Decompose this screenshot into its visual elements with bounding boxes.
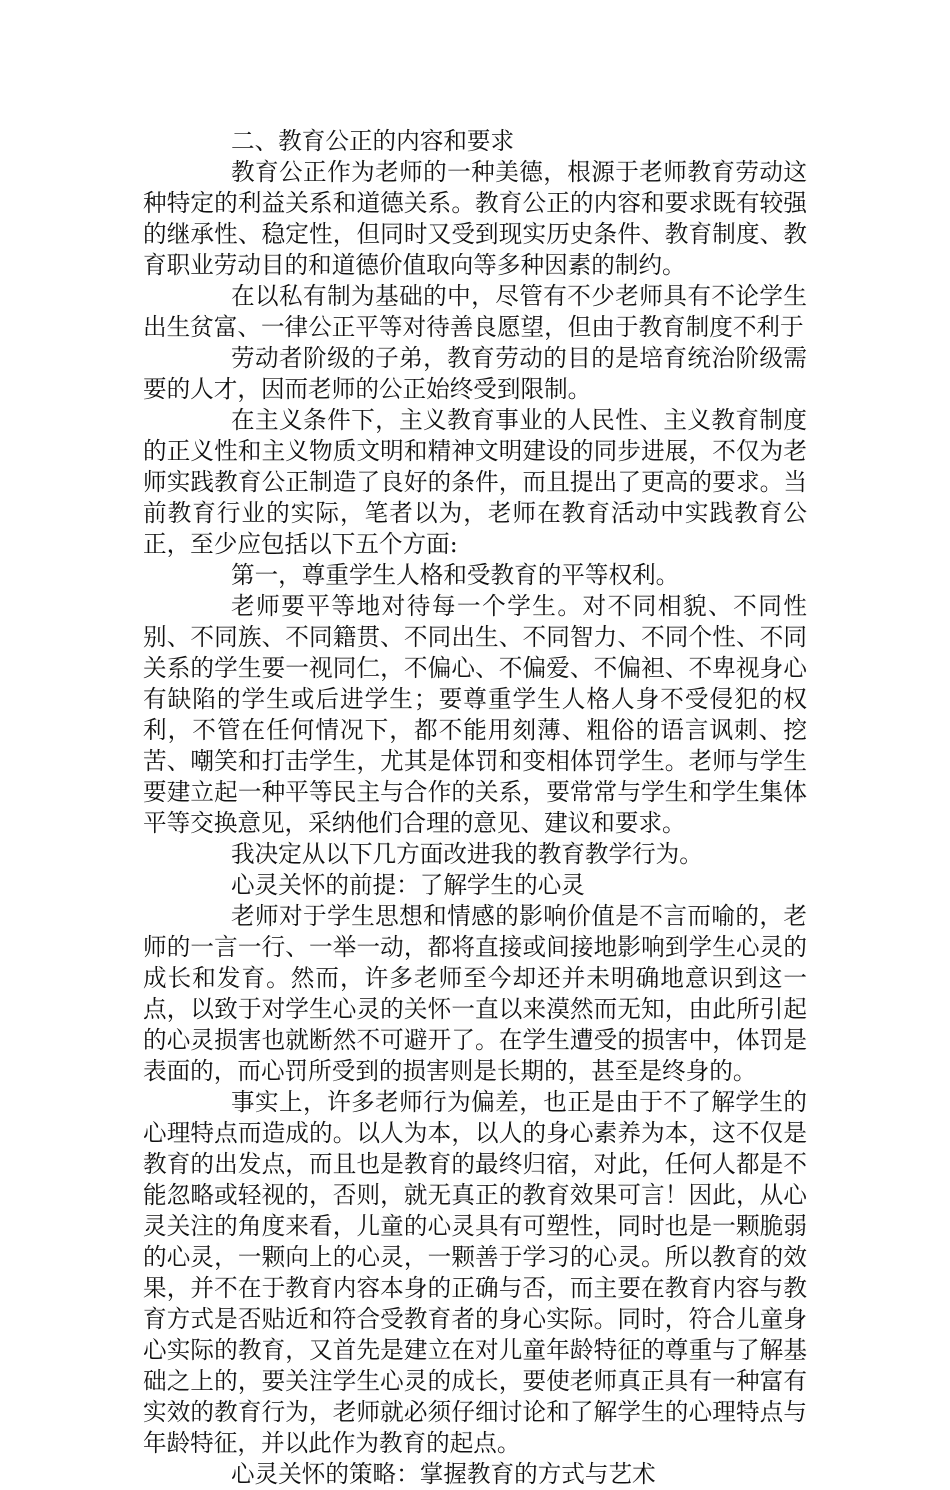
paragraph: 在主义条件下，主义教育事业的人民性、主义教育制度的正义性和主义物质文明和精神文明建设的同步进展，不仅为老师实践教育公正制造了良好的条件，而且提出了更高的要求。当前教育行业的实际，笔者以为，老师在教育活动中实践教育公正，至少应包括以下五个方面: bbox=[143, 406, 807, 558]
paragraph: 老师要平等地对待每一个学生。对不同相貌、不同性别、不同族、不同籍贯、不同出生、不同智力、不同个性、不同关系的学生要一视同仁，不偏心、不偏爱、不偏袒、不卑视身心有缺陷的学生或后进学生；要尊重学生人格人身不受侵犯的权利，不管在任何情况下，都不能用刻薄、粗俗的语言讽刺、挖苦、嘲笑和打击学生，尤其是体罚和变相体罚学生。老师与学生要建立起一种平等民主与合作的关系，要常常与学生和学生集体平等交换意见，采纳他们合理的意见、建议和要求。 bbox=[143, 592, 807, 837]
subheading: 心灵关怀的前提：了解学生的心灵 bbox=[231, 871, 585, 899]
paragraph: 事实上，许多老师行为偏差，也正是由于不了解学生的心理特点而造成的。以人为本，以人的身心素养为本，这不仅是教育的出发点，而且也是教育的最终归宿，对此，任何人都是不能忽略或轻视的，否则，就无真正的教育效果可言！因此，从心灵关注的角度来看，儿童的心灵具有可塑性，同时也是一颗脆弱的心灵，一颗向上的心灵，一颗善于学习的心灵。所以教育的效果，并不在于教育内容本身的正确与否，而主要在教育内容与教育方式是否贴近和符合受教育者的身心实际。同时，符合儿童身心实际的教育，又首先是建立在对儿童年龄特征的尊重与了解基础之上的，要关注学生心灵的成长，要使老师真正具有一种富有实效的教育行为，老师就必须仔细讨论和了解学生的心理特点与年龄特征，并以此作为教育的起点。 bbox=[143, 1088, 807, 1457]
paragraph: 在以私有制为基础的中，尽管有不少老师具有不论学生出生贫富、一律公正平等对待善良愿望，但由于教育制度不利于 bbox=[143, 282, 807, 341]
paragraph: 老师对于学生思想和情感的影响价值是不言而喻的，老师的一言一行、一举一动，都将直接或间接地影响到学生心灵的成长和发育。然而，许多老师至今却还并未明确地意识到这一点，以致于对学生心灵的关怀一直以来漠然而无知，由此所引起的心灵损害也就断然不可避开了。在学生遭受的损害中，体罚是表面的，而心罚所受到的损害则是长期的，甚至是终身的。 bbox=[143, 902, 807, 1085]
subheading: 第一，尊重学生人格和受教育的平等权利。 bbox=[231, 561, 680, 589]
paragraph: 劳动者阶级的子弟，教育劳动的目的是培育统治阶级需要的人才，因而老师的公正始终受到限制。 bbox=[143, 344, 807, 403]
paragraph: 教育公正作为老师的一种美德，根源于老师教育劳动这种特定的利益关系和道德关系。教育公正的内容和要求既有较强的继承性、稳定性，但同时又受到现实历史条件、教育制度、教育职业劳动目的和道德价值取向等多种因素的制约。 bbox=[143, 158, 807, 279]
section-heading: 二、教育公正的内容和要求 bbox=[231, 127, 515, 155]
paragraph: 我决定从以下几方面改进我的教育教学行为。 bbox=[231, 840, 703, 868]
subheading: 心灵关怀的策略：掌握教育的方式与艺术 bbox=[231, 1460, 656, 1488]
document-page bbox=[143, 126, 807, 1490]
